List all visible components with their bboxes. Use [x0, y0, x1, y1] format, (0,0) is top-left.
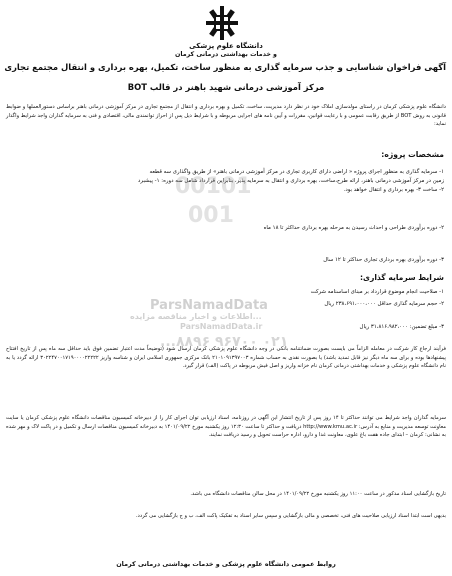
investment-term-item: ۱- صلاحیت انجام موضوع قرارداد بر مبنای اساسنامه شرکت: [310, 289, 444, 295]
notice-title-line-2: مرکز آموزشی درمانی شهید باهنر در قالب BOT: [127, 82, 325, 92]
watermark-site: ParsNamadData: [150, 298, 268, 313]
opening-date-paragraph: تاریخ بازگشایی اسناد مذکور در ساعت ۱۱:۰۰ روز یکشنبه مورخ ۱۴۰۱/۰۹/۲۲ در محل سالن مناقصات دانشگاه می باشد.: [190, 491, 446, 497]
project-spec-item: ۲- دوره برآوردی طراحی و احداث رسیدن به مرحله بهره برداری حداکثر تا ۱۸ ماه: [263, 225, 444, 231]
investment-term-item: ۳- مبلغ تضمین: ۳۱،۸۱۶،۹۸۲،۰۰۰ ریال: [359, 324, 444, 330]
watermark-phone: ...۸۸۹۶ ۹۶۷۰۰ ۰۲۱: [160, 334, 289, 350]
project-specs-heading: مشخصات پروژه:: [381, 150, 444, 159]
deadline-paragraph: سرمایه گذاران واجد شرایط می توانند حداکثر تا ۱۴ روز پس از تاریخ انتشار این آگهی در روزنامه، اسناد ارزیابی توان اجرای کار را از دبیرخانه کمیسیون مناقصات دانشگاه علوم پزشکی کرمان یا سایت معاونت توسعه مدیریت و منابع به آدرس: http://www.kmu.ac.ir دریافت و حداکثر تا ساعت ۱۲:۳۰ روز یکشنبه مورخ ۱۴۰۱/۰۹/۲۲ به دبیرخانه کمیسیون مناقصات ارسال و تکمیل و در پاکت لاک و مهر شده به نشانی: کرمان – ابتدای جاده هفت باغ علوی، معاونت غذا و دارو، اداره حراست تحویل و رسید دریافت نمایند.: [6, 415, 446, 439]
project-spec-item: ۲- ساخت ۳- بهره برداری و انتقال خواهد بود.: [343, 187, 444, 193]
evaluation-note-paragraph: بدیهی است ابتدا اسناد ارزیابی صلاحیت های فنی، تخصصی و مالی بازگشایی و سپس سایر اسناد به تفکیک پاکت الف، ب و ج بازگشایی می گردد.: [135, 513, 446, 519]
investment-terms-heading: شرایط سرمایه گذاری:: [359, 273, 444, 282]
project-spec-item: ۳- دوره برآوردی بهره برداری تجاری حداکثر تا ۱۲ سال: [323, 257, 444, 263]
intro-paragraph: دانشگاه علوم پزشکی کرمان در راستای مولدسازی املاک خود در نظر دارد مدیریت، ساخت، تکمیل و بهره برداری و انتقال از مجتمع تجاری در مرکز آموزشی درمانی باهنر براساس دستورالعملها و ضوابط قانونی به روش BOT از طریق رقابت عمومی و با رعایت قوانین، مقررات و آیین نامه های اجرایی مربوطه و با شرایط ذیل پس از احراز توانمندی مالی، اقتصادی و فنی به سرمایه گذاران واجد شرایط واگذار نماید:: [6, 104, 446, 128]
project-spec-item: ۱- سرمایه گذاری به منظور اجرای پروژه « اراضی دارای کاربری تجاری در مرکز آموزشی درمانی باهنر» از طریق واگذاری سه قطعه: [149, 169, 444, 175]
notice-title-line-1: آگهی فراخوان شناسایی و جذب سرمایه گذاری به منظور ساخت، تکمیل، بهره برداری و انتقال مجتمع تجاری: [4, 62, 446, 72]
watermark-code: 001: [188, 203, 234, 228]
guarantee-paragraph: فرآیند ارجاع کار شرکت در معامله الزاماً می بایست بصورت ضمانتنامه بانکی در وجه دانشگاه علوم پزشکی کرمان ارسال شود (توضیحاً مدت اعتبار تضمین فوق باید حداقل سه ماه پس از تاریخ افتتاح پیشنهادها بوده و برای سه ماه دیگر نیز قابل تمدید باشد) یا بصورت نقدی به حساب شماره ۲۱۰۱۰۹۱۳۹۷۰۰۳ بانک مرکزی جمهوری اسلامی ایران و شناسه واریز ۳۰۲۲۴۷۰۰۱۷۱۹۰۰۰۰۲۲۲۲۲ ارائه گردد یا به نام دانشگاه علوم پزشکی و خدمات بهداشتی درمانی کرمان نام خزانه واریز و اصل فیش مربوطه در پاکت (الف) قرار گیرد.: [6, 346, 446, 370]
investment-term-item: ۲- حجم سرمایه گذاری حداقل ۲۳۸،۶۹۱،۰۰۰،۰۰۰ ریال: [324, 301, 444, 307]
university-subtitle: و خدمات بهداشتی درمانی کرمان: [175, 51, 277, 58]
university-logo-icon: [206, 6, 238, 40]
project-spec-item: زمین در مرکز آموزشی درمانی باهنر، ارائه طرح،ساخت، بهره برداری و انتقال به سرمایه پذیر، بنابراین قرارداد شامل سه دوره: ۱- پیشبرد: [138, 178, 444, 184]
watermark-text: ...اطلاعات و اخبار مناقصه مزایده: [130, 312, 262, 321]
watermark-url: ParsNamadData.ir: [180, 322, 263, 331]
public-relations-signature: روابط عمومی دانشگاه علوم پزشکی و خدمات بهداشتی درمانی کرمان: [116, 560, 336, 568]
watermark-code: 00101: [175, 174, 252, 199]
university-name: دانشگاه علوم پزشکی: [189, 42, 263, 50]
